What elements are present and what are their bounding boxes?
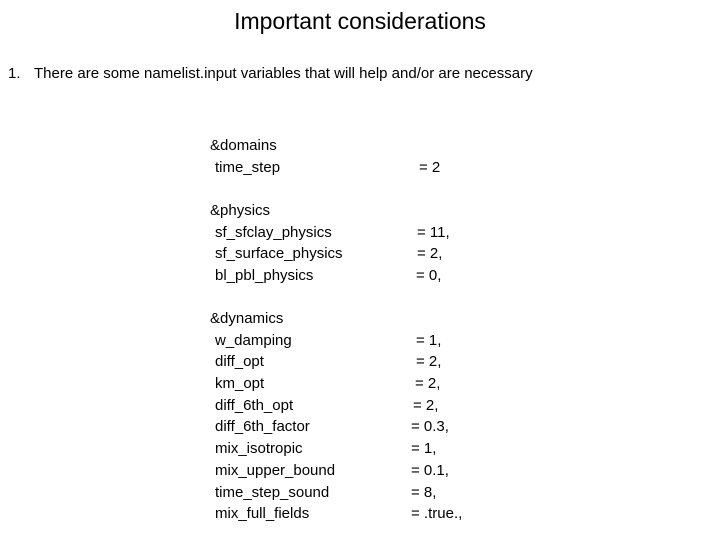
variable-name: diff_6th_opt [215, 396, 294, 414]
variable-name: mix_upper_bound [215, 461, 336, 479]
namelist-entry [0, 438, 720, 460]
variable-value: = 11, [417, 223, 450, 241]
variable-value: = 2, [413, 396, 439, 414]
section-header: &dynamics [210, 310, 284, 327]
list-item [8, 63, 533, 85]
variable-name: diff_6th_factor [215, 418, 310, 436]
namelist-section-domains [0, 135, 720, 178]
variable-name: time_step [215, 158, 281, 176]
namelist-section-dynamics [0, 308, 720, 525]
variable-value: = 2 [419, 158, 441, 176]
namelist-entry [0, 416, 720, 438]
variable-name: sf_surface_physics [215, 245, 343, 263]
variable-value: = 0, [416, 267, 442, 285]
variable-name: mix_full_fields [215, 505, 310, 523]
namelist-entry [0, 503, 720, 525]
variable-name: km_opt [215, 375, 265, 393]
variable-name: w_damping [215, 331, 292, 349]
variable-value: = .true., [411, 505, 463, 523]
namelist-entry [0, 351, 720, 373]
section-header: &physics [210, 202, 271, 219]
namelist-entry [0, 460, 720, 482]
variable-value: = 0.3, [411, 418, 449, 436]
variable-name: mix_isotropic [215, 440, 303, 458]
variable-value: = 1, [411, 440, 437, 458]
variable-value: = 2, [415, 375, 441, 393]
namelist-entry [0, 395, 720, 417]
namelist-entry [0, 157, 720, 179]
variable-name: diff_opt [215, 353, 264, 371]
namelist-entry [0, 330, 720, 352]
section-header: &domains [210, 137, 277, 154]
namelist-entry [0, 222, 720, 244]
namelist-section-physics [0, 200, 720, 287]
namelist-entry [0, 482, 720, 504]
variable-name: sf_sfclay_physics [215, 223, 332, 241]
list-item-text: There are some namelist.input variables that will help and/or are necessary [34, 65, 533, 82]
list-item-number: 1. [8, 65, 21, 82]
variable-value: = 2, [416, 353, 442, 371]
namelist-entry [0, 265, 720, 287]
namelist-entry [0, 373, 720, 395]
variable-value: = 2, [417, 245, 443, 263]
namelist-entry [0, 243, 720, 265]
variable-name: time_step_sound [215, 483, 330, 501]
slide-title: Important considerations [234, 8, 486, 34]
variable-value: = 8, [411, 483, 437, 501]
variable-value: = 1, [416, 331, 442, 349]
variable-value: = 0.1, [411, 461, 449, 479]
variable-name: bl_pbl_physics [215, 267, 314, 285]
